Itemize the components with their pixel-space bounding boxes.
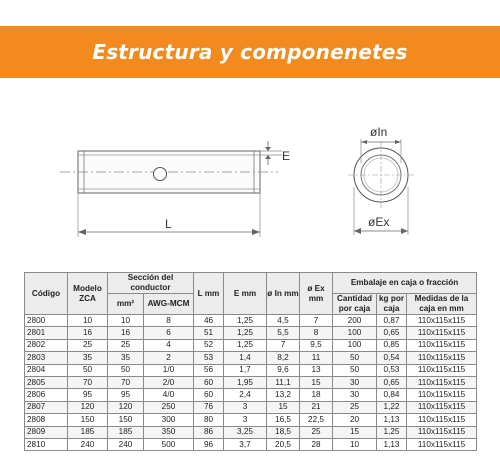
header-kg: kg por caja — [377, 294, 407, 315]
table-cell: 8 — [300, 327, 333, 339]
table-cell: 8 — [144, 315, 194, 327]
table-cell: 16,5 — [267, 414, 300, 426]
table-cell: 22,5 — [300, 414, 333, 426]
table-cell: 2800 — [25, 315, 68, 327]
banner-title: Estructura y componenetes — [92, 40, 408, 64]
table-cell: 350 — [144, 426, 194, 438]
table-cell: 8,2 — [267, 352, 300, 364]
table-cell: 28 — [300, 438, 333, 450]
table-cell: 110x115x115 — [407, 438, 477, 450]
table-cell: 15 — [300, 376, 333, 388]
table-cell: 185 — [108, 426, 144, 438]
table-cell: 56 — [194, 364, 224, 376]
table-row — [25, 414, 477, 426]
table-cell: 110x115x115 — [407, 364, 477, 376]
table-cell: 110x115x115 — [407, 339, 477, 351]
table-cell: 500 — [144, 438, 194, 450]
header-embalaje: Embalaje en caja o fracción — [333, 273, 477, 294]
table-cell: 100 — [333, 327, 377, 339]
table-cell: 21 — [300, 401, 333, 413]
table-cell: 100 — [333, 339, 377, 351]
table-cell: 4,5 — [267, 315, 300, 327]
table-cell: 16 — [68, 327, 108, 339]
label-e: E — [282, 149, 291, 163]
table-row — [25, 376, 477, 388]
header-modelo: Modelo ZCA — [68, 273, 108, 315]
table-cell: 2807 — [25, 401, 68, 413]
table-cell: 70 — [108, 376, 144, 388]
table-cell: 240 — [68, 438, 108, 450]
label-in: øIn — [370, 125, 388, 139]
table-cell: 95 — [108, 389, 144, 401]
table-cell: 3,7 — [224, 438, 267, 450]
table-cell: 2801 — [25, 327, 68, 339]
table-cell: 250 — [144, 401, 194, 413]
table-cell: 110x115x115 — [407, 401, 477, 413]
table-cell: 60 — [194, 376, 224, 388]
table-cell: 25 — [108, 339, 144, 351]
title-banner — [0, 26, 500, 78]
table-row — [25, 364, 477, 376]
table-cell: 2805 — [25, 376, 68, 388]
table-cell: 2803 — [25, 352, 68, 364]
table-cell: 120 — [108, 401, 144, 413]
table-cell: 15 — [267, 401, 300, 413]
table-cell: 2804 — [25, 364, 68, 376]
table-cell: 18 — [300, 389, 333, 401]
table-cell: 30 — [333, 389, 377, 401]
table-row — [25, 327, 477, 339]
table-cell: 0,65 — [377, 327, 407, 339]
table-cell: 35 — [68, 352, 108, 364]
table-cell: 11 — [300, 352, 333, 364]
label-ex: øEx — [368, 215, 390, 229]
table-cell: 50 — [68, 364, 108, 376]
dimension-e — [260, 141, 290, 165]
inspection-hole — [154, 168, 167, 181]
table-cell: 53 — [194, 352, 224, 364]
table-cell: 25 — [300, 426, 333, 438]
table-cell: 2810 — [25, 438, 68, 450]
dimension-l — [78, 193, 260, 237]
table-cell: 16 — [108, 327, 144, 339]
table-cell: 2/0 — [144, 376, 194, 388]
table-cell: 2806 — [25, 389, 68, 401]
header-codigo: Código — [25, 273, 68, 315]
table-cell: 4 — [144, 339, 194, 351]
table-cell: 3,25 — [224, 426, 267, 438]
table-cell: 3 — [224, 401, 267, 413]
table-cell: 60 — [194, 389, 224, 401]
table-cell: 96 — [194, 438, 224, 450]
table-cell: 15 — [333, 426, 377, 438]
table-cell: 10 — [68, 315, 108, 327]
table-cell: 110x115x115 — [407, 414, 477, 426]
table-cell: 5,5 — [267, 327, 300, 339]
table-cell: 1/0 — [144, 364, 194, 376]
specifications-table — [24, 272, 477, 451]
table-cell: 95 — [68, 389, 108, 401]
table-cell: 30 — [333, 376, 377, 388]
table-cell: 150 — [68, 414, 108, 426]
table-cell: 110x115x115 — [407, 327, 477, 339]
table-cell: 50 — [333, 364, 377, 376]
tube-end-view — [348, 125, 414, 235]
table-cell: 50 — [108, 364, 144, 376]
table-cell: 6 — [144, 327, 194, 339]
table-cell: 110x115x115 — [407, 426, 477, 438]
table-cell: 2808 — [25, 414, 68, 426]
tube-side-view — [60, 151, 278, 193]
table-cell: 3 — [224, 414, 267, 426]
table-cell: 0,85 — [377, 339, 407, 351]
table-cell: 10 — [108, 315, 144, 327]
table-cell: 1,22 — [377, 401, 407, 413]
table-cell: 13,2 — [267, 389, 300, 401]
table-cell: 46 — [194, 315, 224, 327]
table-row — [25, 438, 477, 450]
table-cell: 4/0 — [144, 389, 194, 401]
table-cell: 1,13 — [377, 414, 407, 426]
table-cell: 110x115x115 — [407, 352, 477, 364]
table-cell: 110x115x115 — [407, 315, 477, 327]
table-cell: 110x115x115 — [407, 376, 477, 388]
table-cell: 18,5 — [267, 426, 300, 438]
header-cantidad: Cantidad por caja — [333, 294, 377, 315]
table-row — [25, 426, 477, 438]
table-cell: 51 — [194, 327, 224, 339]
header-medidas: Medidas de la caja en mm — [407, 294, 477, 315]
table-cell: 10 — [333, 438, 377, 450]
header-oin: ø In mm — [267, 273, 300, 315]
table-cell: 9,5 — [300, 339, 333, 351]
table-cell: 2802 — [25, 339, 68, 351]
table-cell: 120 — [68, 401, 108, 413]
table-cell: 9,6 — [267, 364, 300, 376]
table-cell: 1,25 — [224, 339, 267, 351]
table-cell: 1,25 — [377, 426, 407, 438]
table-cell: 1,25 — [224, 327, 267, 339]
table-cell: 86 — [194, 426, 224, 438]
table-cell: 13 — [300, 364, 333, 376]
header-mm2: mm² — [108, 294, 144, 315]
label-l: L — [165, 217, 172, 231]
table-cell: 1,7 — [224, 364, 267, 376]
table-cell: 35 — [108, 352, 144, 364]
table-cell: 110x115x115 — [407, 389, 477, 401]
header-e: E mm — [224, 273, 267, 315]
table-cell: 0,87 — [377, 315, 407, 327]
table-cell: 25 — [333, 401, 377, 413]
technical-drawing — [0, 105, 500, 275]
table-cell: 1,4 — [224, 352, 267, 364]
table-cell: 7 — [267, 339, 300, 351]
table-cell: 200 — [333, 315, 377, 327]
table-cell: 52 — [194, 339, 224, 351]
table-cell: 7 — [300, 315, 333, 327]
table-row — [25, 389, 477, 401]
table-cell: 240 — [108, 438, 144, 450]
table-row — [25, 315, 477, 327]
table-body — [25, 315, 477, 451]
table-cell: 300 — [144, 414, 194, 426]
table-cell: 0,54 — [377, 352, 407, 364]
table-row — [25, 401, 477, 413]
table-cell: 0,84 — [377, 389, 407, 401]
table-cell: 0,65 — [377, 376, 407, 388]
table-cell: 2,4 — [224, 389, 267, 401]
table-cell: 20,5 — [267, 438, 300, 450]
header-awg: AWG-MCM — [144, 294, 194, 315]
table-cell: 25 — [68, 339, 108, 351]
table-cell: 50 — [333, 352, 377, 364]
header-l: L mm — [194, 273, 224, 315]
table-cell: 1,25 — [224, 315, 267, 327]
table-cell: 2 — [144, 352, 194, 364]
table-cell: 0,53 — [377, 364, 407, 376]
header-seccion: Sección del conductor — [108, 273, 194, 294]
table-cell: 20 — [333, 414, 377, 426]
table-row — [25, 352, 477, 364]
table-cell: 80 — [194, 414, 224, 426]
table-cell: 1,13 — [377, 438, 407, 450]
table-cell: 2809 — [25, 426, 68, 438]
table-cell: 150 — [108, 414, 144, 426]
table-cell: 185 — [68, 426, 108, 438]
table-cell: 76 — [194, 401, 224, 413]
table-row — [25, 339, 477, 351]
table-cell: 70 — [68, 376, 108, 388]
header-oex: ø Ex mm — [300, 273, 333, 315]
table-cell: 11,1 — [267, 376, 300, 388]
table-cell: 1,95 — [224, 376, 267, 388]
